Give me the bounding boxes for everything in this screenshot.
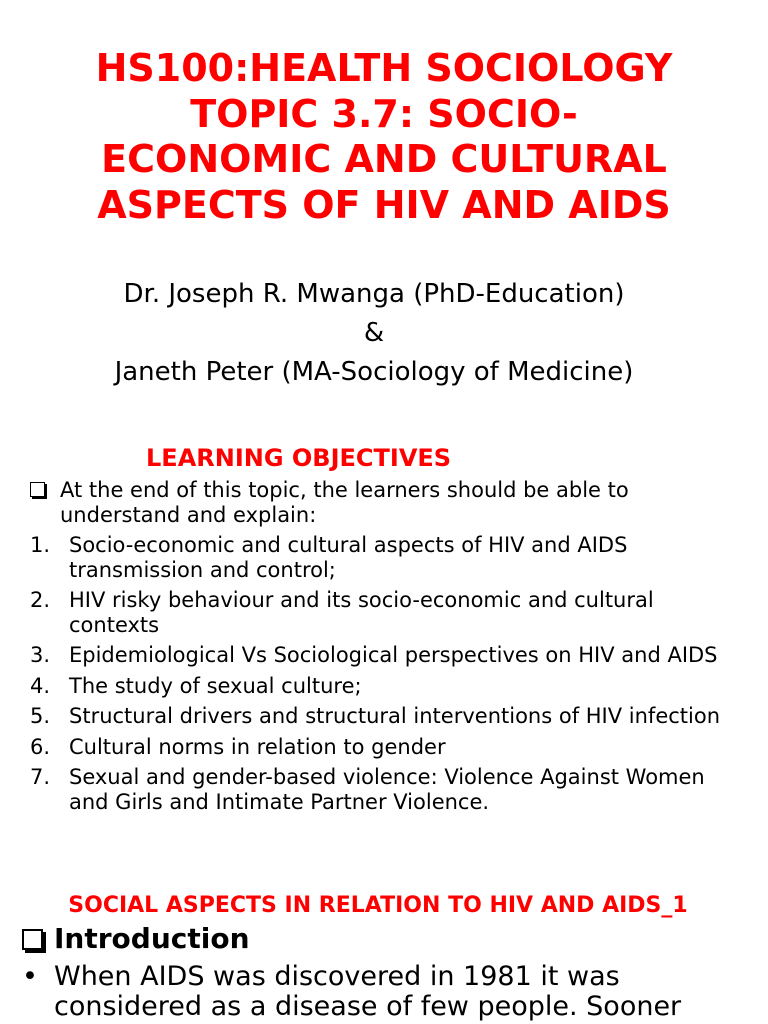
item-text: Sexual and gender-based violence: Violence Against Women and Girls and Intimate Partner Violence. xyxy=(69,765,705,814)
item-number: 6. xyxy=(30,734,51,759)
item-number: 7. xyxy=(30,765,51,789)
list-item xyxy=(30,704,750,729)
author-separator: & xyxy=(363,318,385,348)
bullet-dot-icon: • xyxy=(22,961,38,992)
author-line: Janeth Peter (MA-Sociology of Medicine) xyxy=(114,357,634,387)
item-text: The study of sexual culture; xyxy=(69,673,362,698)
subheading-text: Introduction xyxy=(54,922,250,955)
item-number: 1. xyxy=(30,533,51,557)
list-item xyxy=(30,735,750,760)
author-line: Dr. Joseph R. Mwanga (PhD-Education) xyxy=(123,279,625,309)
objectives-intro xyxy=(30,478,750,527)
document-title xyxy=(0,46,768,228)
item-text: Epidemiological Vs Sociological perspectives on HIV and AIDS xyxy=(69,643,718,667)
title-line: TOPIC 3.7: SOCIO- xyxy=(190,91,578,136)
learning-objectives-heading: LEARNING OBJECTIVES xyxy=(146,444,452,472)
item-number: 5. xyxy=(30,704,51,728)
title-line: HS100:HEALTH SOCIOLOGY xyxy=(95,46,673,90)
introduction-bullet xyxy=(20,962,740,1022)
checkbox-bullet-icon xyxy=(30,482,45,497)
item-number: 2. xyxy=(30,588,51,612)
social-aspects-heading: SOCIAL ASPECTS IN RELATION TO HIV AND AIDS_1 xyxy=(68,893,688,918)
item-text: Cultural norms in relation to gender xyxy=(69,734,446,759)
checkbox-bullet-icon xyxy=(22,929,43,950)
authors-block xyxy=(0,275,748,392)
title-line: ECONOMIC AND CULTURAL xyxy=(101,137,667,181)
list-item xyxy=(30,765,750,814)
item-text: Structural drivers and structural interventions of HIV infection xyxy=(69,704,721,728)
list-item xyxy=(30,643,750,668)
introduction-subheading xyxy=(22,922,250,955)
item-number: 4. xyxy=(30,673,51,698)
item-text: HIV risky behaviour and its socio-economic and cultural contexts xyxy=(69,588,654,637)
bullet-text: When AIDS was discovered in 1981 it was considered as a disease of few people. Sooner xyxy=(54,961,682,1022)
item-text: Socio-economic and cultural aspects of HIV and AIDS transmission and control; xyxy=(69,533,628,582)
item-number: 3. xyxy=(30,643,51,667)
list-item xyxy=(30,674,750,699)
objectives-intro-text: At the end of this topic, the learners should be able to understand and explain: xyxy=(60,478,629,527)
title-line: ASPECTS OF HIV AND AIDS xyxy=(97,182,671,227)
list-item xyxy=(30,588,750,637)
objectives-list xyxy=(30,533,750,820)
list-item xyxy=(30,533,750,582)
